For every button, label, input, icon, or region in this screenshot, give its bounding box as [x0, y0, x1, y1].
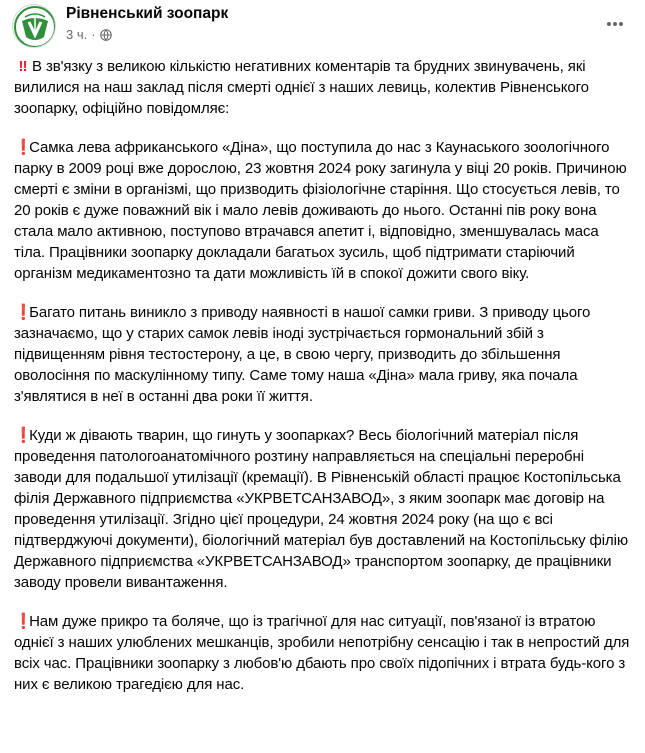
paragraph-text: Куди ж дівають тварин, що гинуть у зоопарках? Весь біологічний матеріал після проведення патологоанатомічного розтину направляється на спеціальні переробні заводи для подальшої утилізації (кремації). В Рівненській області працює Костопільська філія Державного підприємства «УКРВЕТСАНЗАВОД», з яким зоопарк має договір на проведення утилізації. Згідно цієї процедури, 24 жовтня 2024 року (на що є всі підтверджуючі документи), біологічний матеріал був доставлений на Костопільську філію Державного підприємства «УКРВЕТСАНЗАВОД» транспортом зоопарку, де працівники заводу провели вивантаження.: [14, 427, 629, 591]
more-options-button[interactable]: [597, 6, 633, 42]
zoo-logo-icon: [13, 5, 56, 48]
post-paragraph: [14, 302, 632, 407]
post-intro: [14, 56, 632, 119]
post-paragraph: [14, 137, 632, 284]
exclamation-icon: ❗: [14, 613, 33, 630]
intro-text: В зв'язку з великою кількістю негативних коментарів та брудних звинувачень, які вилилися на наш заклад після смерті однієї з наших левиць, колектив Рівненського зоопарку, офіційно повідомляє:: [14, 58, 589, 117]
post-paragraph: [14, 425, 632, 593]
exclamation-icon: ❗: [14, 139, 33, 156]
exclamation-icon: ❗: [14, 304, 33, 321]
meta-separator: ·: [91, 27, 96, 42]
post-body: [14, 56, 632, 713]
page-name-link[interactable]: Рівненський зоопарк: [66, 5, 229, 22]
exclamation-icon: ❗: [14, 427, 33, 444]
paragraph-text: Нам дуже прикро та боляче, що із трагічної для нас ситуації, пов'язаної із втратою однієї з наших улюблених мешканців, зробили непотрібну сенсацію і так в непростий для всіх час. Працівники зоопарку з любов'ю дбають про своїх підопічних і втрата будь-кого з них є великою трагедією для нас.: [14, 613, 630, 693]
paragraph-text: Самка лева африканського «Діна», що поступила до нас з Каунаського зоологічного парку в 2009 році вже дорослою, 23 жовтня 2024 року загинула у віці 20 років. Причиною смерті є зміни в організмі, що призводить фізіологічне старіння. Що стосується левів, то 20 років є дуже поважний вік і мало левів доживають до нього. Останні пів року вона стала мало активною, поступово втрачався апетит і, відповідно, зменшувалась маса тіла. Працівники зоопарку докладали багатьох зусиль, щоб підтримати старіючий організм медикаментозно та дати можливість їй в спокої дожити свого віку.: [14, 139, 627, 282]
post-header: [10, 4, 635, 50]
post-timestamp[interactable]: 3 ч.: [66, 27, 88, 42]
paragraph-text: Багато питань виникло з приводу наявності в нашої самки гриви. З приводу цього зазначаємо, що у старих самок левів іноді зустрічається гормональний збій з підвищенням рівня тестостерону, а це, в свою чергу, призводить до збільшення оволосіння по маскулінному типу. Саме тому наша «Діна» мала гриву, яка почала з'являтися в неї в останні два роки її життя.: [14, 304, 591, 405]
more-horizontal-icon: [605, 14, 625, 34]
post-meta: [66, 26, 112, 44]
page-avatar[interactable]: [12, 4, 56, 48]
globe-icon[interactable]: [100, 29, 112, 41]
double-exclamation-icon: ‼: [18, 58, 28, 75]
post-paragraph: [14, 611, 632, 695]
